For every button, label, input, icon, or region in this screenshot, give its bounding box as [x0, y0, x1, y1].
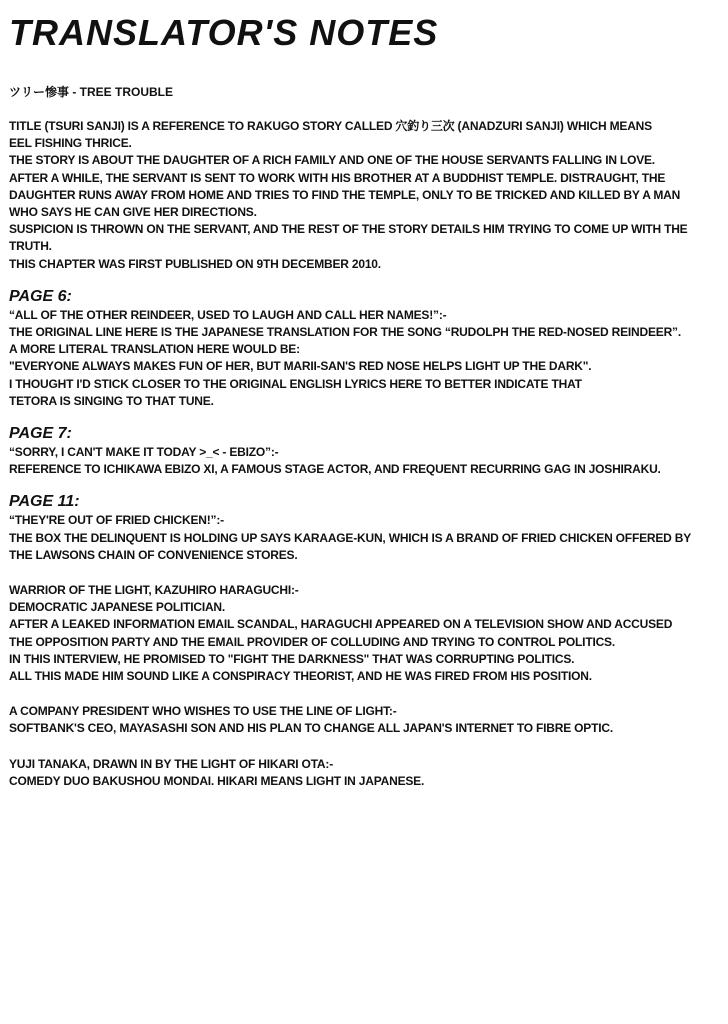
haraguchi-section — [9, 582, 721, 685]
note-line: “THEY'RE OUT OF FRIED CHICKEN!”:- — [9, 513, 224, 528]
page-7-heading: PAGE 7: — [9, 425, 72, 443]
intro-line: EEL FISHING THRICE. — [9, 136, 132, 151]
page-title: TRANSLATOR'S NOTES — [9, 12, 439, 53]
intro-line: WHO SAYS HE CAN GIVE HER DIRECTIONS. — [9, 205, 257, 220]
note-line: IN THIS INTERVIEW, HE PROMISED TO "FIGHT THE DARKNESS" THAT WAS CORRUPTING POLITICS. — [9, 651, 575, 666]
note-line: A MORE LITERAL TRANSLATION HERE WOULD BE: — [9, 342, 300, 357]
intro-section — [9, 118, 721, 273]
note-line: REFERENCE TO ICHIKAWA EBIZO XI, A FAMOUS STAGE ACTOR, AND FREQUENT RECURRING GAG IN JOSHIRAKU. — [9, 462, 661, 477]
intro-line: TITLE (TSURI SANJI) IS A REFERENCE TO RAKUGO STORY CALLED 穴釣り三次 (ANADZURI SANJI) WHICH MEANS — [9, 119, 652, 133]
note-line: WARRIOR OF THE LIGHT, KAZUHIRO HARAGUCHI:- — [9, 583, 299, 598]
intro-line: TRUTH. — [9, 239, 52, 254]
note-line: YUJI TANAKA, DRAWN IN BY THE LIGHT OF HIKARI OTA:- — [9, 756, 333, 771]
intro-line: AFTER A WHILE, THE SERVANT IS SENT TO WORK WITH HIS BROTHER AT A BUDDHIST TEMPLE. DISTRAUGHT, THE — [9, 170, 666, 185]
note-line: DEMOCRATIC JAPANESE POLITICIAN. — [9, 600, 226, 615]
page-6-section — [9, 287, 721, 410]
yuji-tanaka-section — [9, 756, 721, 790]
company-president-section — [9, 703, 721, 737]
page-11-heading: PAGE 11: — [9, 493, 80, 511]
note-line: THE BOX THE DELINQUENT IS HOLDING UP SAYS KARAAGE-KUN, WHICH IS A BRAND OF FRIED CHICKEN OFFERED BY — [9, 530, 692, 545]
note-line: COMEDY DUO BAKUSHOU MONDAI. HIKARI MEANS LIGHT IN JAPANESE. — [9, 773, 425, 788]
note-line: ALL THIS MADE HIM SOUND LIKE A CONSPIRACY THEORIST, AND HE WAS FIRED FROM HIS POSITION. — [9, 669, 592, 684]
page-11-section — [9, 492, 721, 564]
section-spacer — [9, 738, 721, 756]
chapter-title-line: ツリー惨事 - TREE TROUBLE — [9, 85, 173, 99]
note-line: A COMPANY PRESIDENT WHO WISHES TO USE THE LINE OF LIGHT:- — [9, 704, 397, 719]
note-line: THE LAWSONS CHAIN OF CONVENIENCE STORES. — [9, 547, 298, 562]
intro-line: DAUGHTER RUNS AWAY FROM HOME AND TRIES TO FIND THE TEMPLE, ONLY TO BE TRICKED AND KILLED BY A MAN — [9, 187, 681, 202]
section-spacer — [9, 685, 721, 703]
note-line: SOFTBANK'S CEO, MAYASASHI SON AND HIS PLAN TO CHANGE ALL JAPAN'S INTERNET TO FIBRE OPTIC. — [9, 721, 613, 736]
page-7-section — [9, 424, 721, 478]
note-line: THE ORIGINAL LINE HERE IS THE JAPANESE TRANSLATION FOR THE SONG “RUDOLPH THE RED-NOSED REINDEER”. — [9, 325, 681, 340]
note-line: “ALL OF THE OTHER REINDEER, USED TO LAUGH AND CALL HER NAMES!”:- — [9, 307, 447, 322]
note-line: “SORRY, I CAN'T MAKE IT TODAY >_< - EBIZO”:- — [9, 445, 279, 460]
intro-line: SUSPICION IS THROWN ON THE SERVANT, AND THE REST OF THE STORY DETAILS HIM TRYING TO COME UP WITH THE — [9, 222, 688, 237]
note-line: AFTER A LEAKED INFORMATION EMAIL SCANDAL, HARAGUCHI APPEARED ON A TELEVISION SHOW AND ACCUSED — [9, 617, 673, 632]
note-line: THE OPPOSITION PARTY AND THE EMAIL PROVIDER OF COLLUDING AND TRYING TO CONTROL POLITICS. — [9, 634, 615, 649]
translator-notes-page — [9, 0, 721, 790]
intro-line: THE STORY IS ABOUT THE DAUGHTER OF A RICH FAMILY AND ONE OF THE HOUSE SERVANTS FALLING IN LOVE. — [9, 153, 655, 168]
section-spacer — [9, 564, 721, 582]
note-line: "EVERYONE ALWAYS MAKES FUN OF HER, BUT MARII-SAN'S RED NOSE HELPS LIGHT UP THE DARK". — [9, 359, 592, 374]
note-line: TETORA IS SINGING TO THAT TUNE. — [9, 393, 214, 408]
intro-line: THIS CHAPTER WAS FIRST PUBLISHED ON 9TH DECEMBER 2010. — [9, 256, 381, 271]
note-line: I THOUGHT I'D STICK CLOSER TO THE ORIGINAL ENGLISH LYRICS HERE TO BETTER INDICATE THAT — [9, 376, 582, 391]
page-6-heading: PAGE 6: — [9, 287, 72, 305]
